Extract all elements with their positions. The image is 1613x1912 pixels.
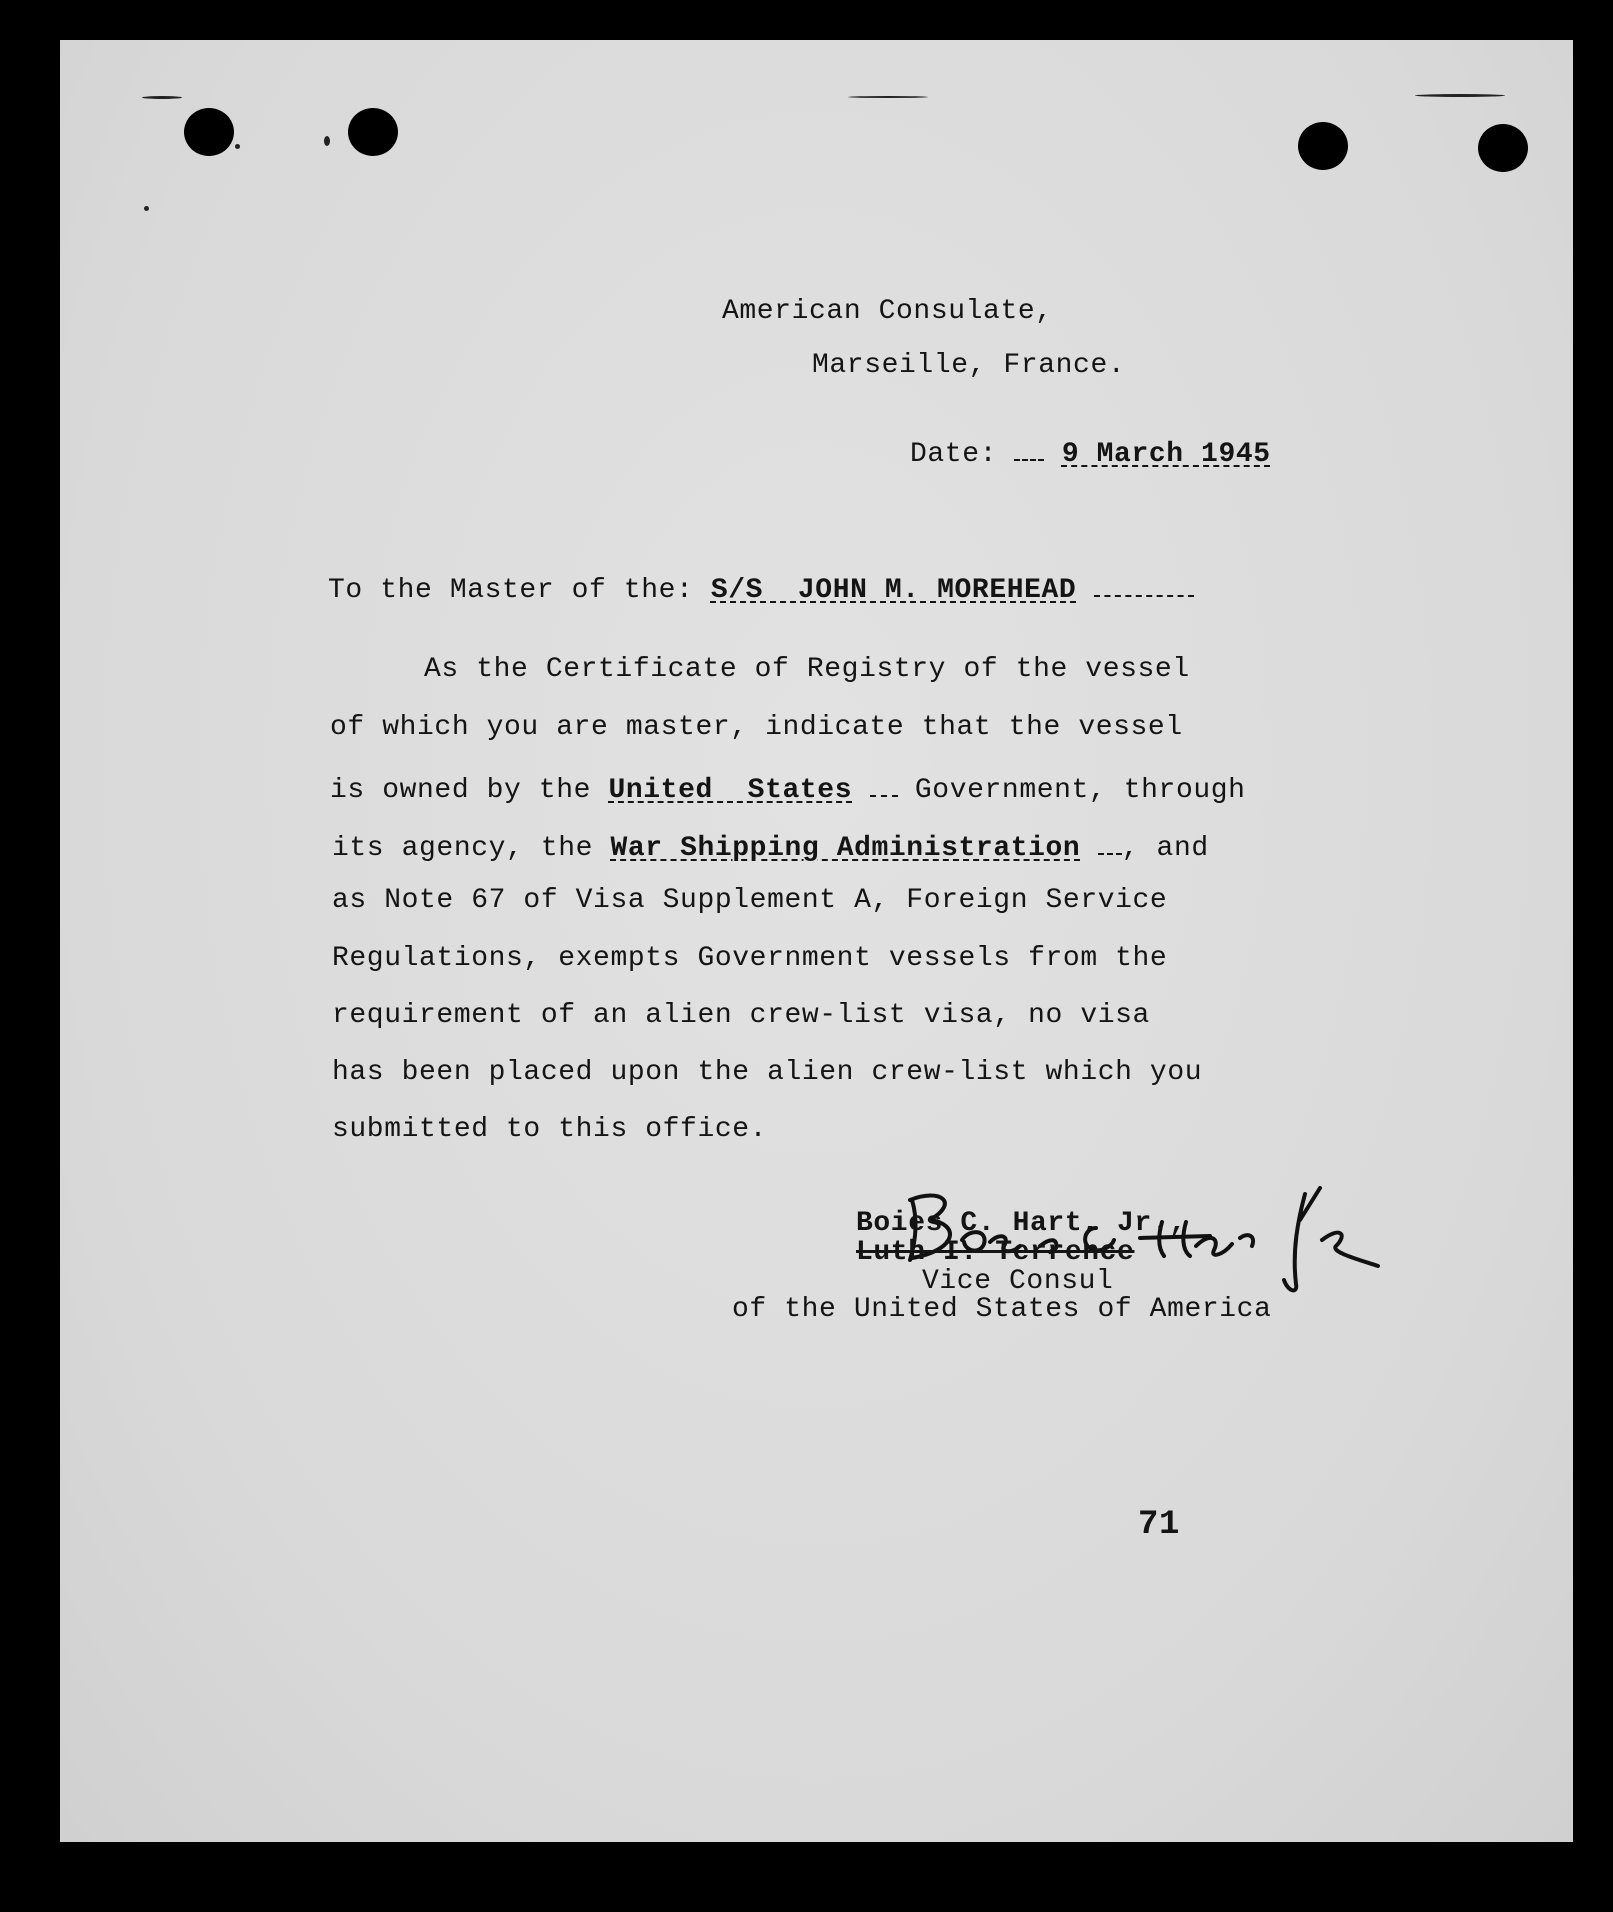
body-line-9: submitted to this office. — [332, 1114, 768, 1145]
date-line — [910, 434, 1271, 470]
body-line-8: has been placed upon the alien crew-list which you — [332, 1057, 1203, 1088]
struck-name-text: Luth I. Terrence — [856, 1237, 1135, 1268]
consulate-city: Marseille, France. — [812, 350, 1126, 381]
addressee-prefix: To the Master of the: — [328, 575, 694, 607]
punch-hole-right-1 — [1298, 122, 1348, 170]
paper-speck — [235, 144, 240, 149]
body-line-6: Regulations, exempts Government vessels from the — [332, 943, 1168, 974]
vessel-trailing-blank — [1094, 570, 1194, 597]
punch-hole-left-1 — [184, 108, 234, 156]
body-line-4 — [332, 828, 1209, 864]
and-text: , and — [1121, 833, 1209, 865]
signer-name: Boies C. Hart, Jr., — [856, 1208, 1187, 1239]
body-line-7: requirement of an alien crew-list visa, no visa — [332, 1000, 1150, 1031]
agency-trailing-blank — [1098, 828, 1122, 855]
signer-country: of the United States of America — [732, 1294, 1272, 1325]
paper-speck — [142, 96, 182, 99]
consulate-name: American Consulate, — [722, 296, 1053, 327]
body-line-2: of which you are master, indicate that the vessel — [330, 712, 1183, 743]
agency-text: its agency, the — [332, 833, 594, 865]
body-line-5: as Note 67 of Visa Supplement A, Foreign Service — [332, 885, 1168, 916]
punch-hole-right-2 — [1478, 124, 1528, 172]
addressee-line — [328, 570, 1194, 606]
owner-fill: United States — [608, 775, 853, 807]
owned-by-text: is owned by the — [330, 775, 592, 807]
date-label: Date: — [910, 439, 998, 471]
paper-speck — [848, 96, 928, 98]
paper-speck — [144, 206, 149, 211]
paper-speck — [1415, 94, 1505, 97]
paper-sheet — [60, 40, 1573, 1842]
body-line-1: As the Certificate of Registry of the vessel — [424, 654, 1190, 685]
paper-speck — [324, 136, 330, 146]
body-line-3 — [330, 770, 1246, 806]
page-number: 71 — [1138, 1506, 1181, 1544]
date-value: 9 March 1945 — [1061, 439, 1271, 471]
punch-hole-left-2 — [348, 108, 398, 156]
vessel-name: S/S JOHN M. MOREHEAD — [710, 575, 1077, 607]
agency-fill: War Shipping Administration — [610, 833, 1081, 865]
date-leader — [1014, 434, 1044, 461]
government-text: Government, through — [914, 775, 1246, 807]
signer-title: Vice Consul — [922, 1266, 1114, 1297]
owner-trailing-blank — [870, 770, 898, 797]
struck-name — [856, 1237, 1134, 1268]
